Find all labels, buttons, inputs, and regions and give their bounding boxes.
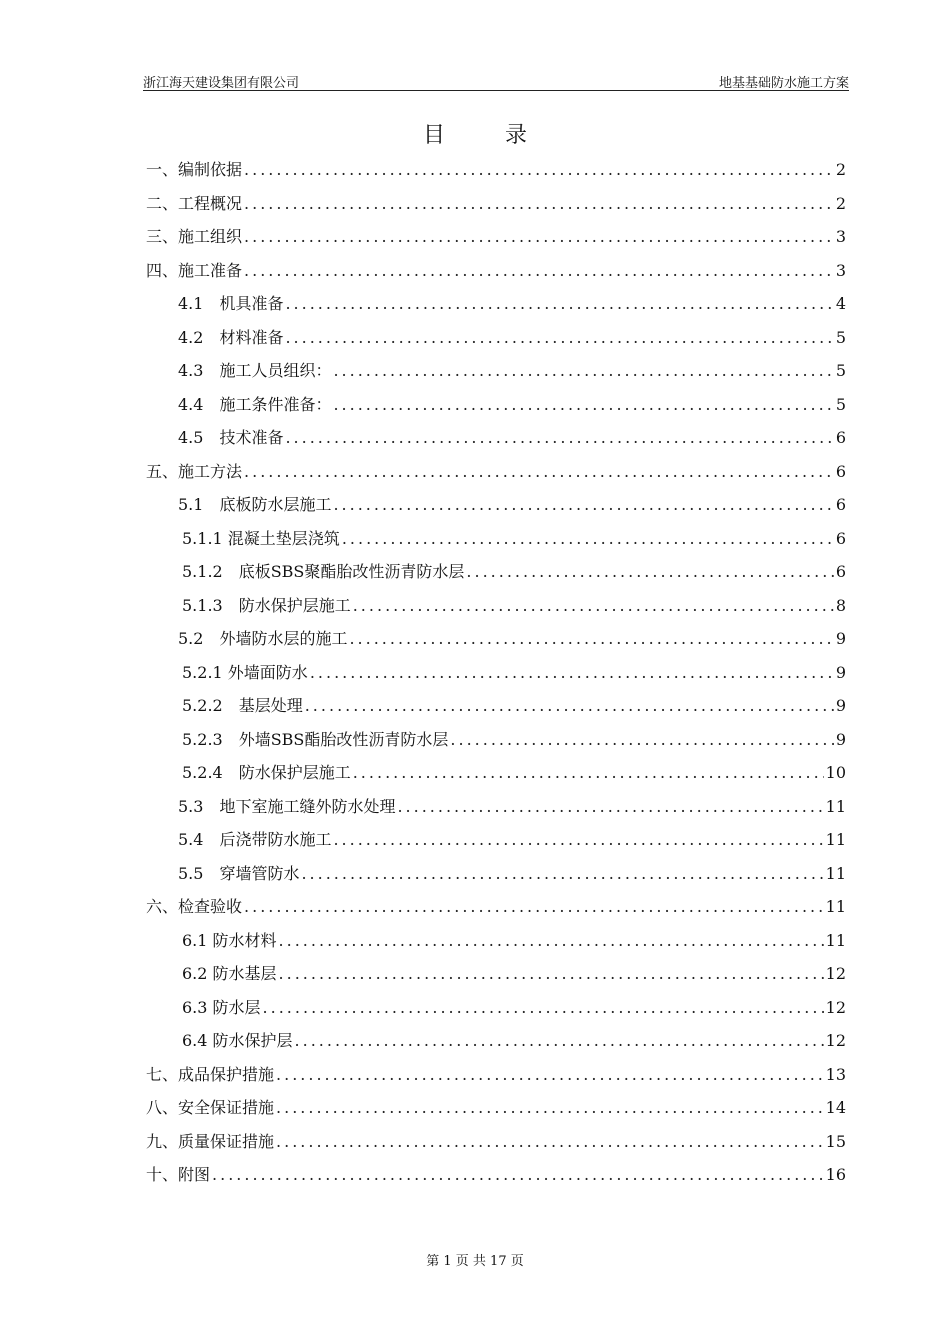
toc-entry-label: 三、施工组织: [146, 227, 243, 246]
toc-dot-leader: [276, 1065, 824, 1084]
toc-entry-page-number: 11: [825, 830, 846, 849]
toc-dot-leader: [333, 495, 833, 514]
toc-dot-leader: [450, 730, 833, 749]
toc-entry[interactable]: [146, 1162, 846, 1196]
toc-entry-page-number: 9: [835, 662, 846, 682]
toc-entry[interactable]: [146, 1062, 846, 1096]
toc-entry-page-number: 9: [835, 696, 846, 715]
toc-dot-leader: [244, 462, 834, 481]
toc-dot-leader: [301, 864, 823, 883]
toc-entry-page-number: 13: [825, 1064, 846, 1084]
toc-entry[interactable]: [146, 693, 846, 727]
toc-entry-page-number: 6: [835, 428, 846, 447]
document-title: 地基基础防水施工方案: [718, 76, 849, 91]
toc-entry-page-number: 9: [835, 729, 846, 749]
page-header: [143, 72, 849, 91]
toc-entry[interactable]: [146, 827, 846, 861]
toc-entry-page-number: 5: [835, 394, 846, 414]
toc-entry[interactable]: [146, 392, 846, 426]
toc-entry-label: 5.2.4 防水保护层施工: [182, 763, 351, 782]
toc-entry-page-number: 8: [835, 595, 846, 615]
toc-dot-leader: [397, 797, 823, 816]
toc-entry-label: 5.1.3 防水保护层施工: [182, 595, 351, 615]
toc-entry[interactable]: [146, 961, 846, 995]
page-footer: 第 1 页 共 17 页: [426, 1254, 524, 1269]
toc-dot-leader: [244, 227, 834, 246]
toc-dot-leader: [276, 1098, 824, 1117]
toc-dot-leader: [333, 830, 823, 849]
toc-entry-page-number: 11: [825, 897, 846, 916]
toc-entry-label: 6.2 防水基层: [182, 964, 277, 983]
toc-dot-leader: [285, 428, 833, 447]
toc-entry-label: 六、检查验收: [146, 897, 243, 916]
toc-dot-leader: [349, 629, 833, 648]
toc-dot-leader: [276, 1132, 824, 1151]
toc-entry-label: 5.2 外墙防水层的施工: [178, 629, 348, 648]
toc-entry[interactable]: [146, 291, 846, 325]
toc-entry-label: 5.2.3 外墙SBS酯胎改性沥青防水层: [182, 729, 449, 749]
toc-entry-label: 4.1 机具准备: [178, 294, 284, 313]
toc-entry-page-number: 11: [825, 930, 846, 950]
toc-entry[interactable]: [146, 1095, 846, 1129]
toc-entry-page-number: 9: [835, 629, 846, 648]
toc-entry-page-number: 5: [835, 361, 846, 380]
toc-entry-label: 四、施工准备: [146, 260, 243, 280]
toc-entry-page-number: 2: [835, 160, 846, 179]
toc-entry[interactable]: [146, 794, 846, 828]
toc-entry-label: 4.3 施工人员组织：: [178, 361, 332, 380]
toc-dot-leader: [295, 1031, 824, 1050]
toc-entry[interactable]: [146, 358, 846, 392]
toc-entry-label: 5.1 底板防水层施工: [178, 495, 332, 514]
toc-dot-leader: [466, 562, 833, 581]
toc-dot-leader: [279, 964, 824, 983]
toc-dot-leader: [342, 529, 834, 548]
toc-entry-label: 4.4 施工条件准备：: [178, 394, 332, 414]
toc-entry-page-number: 11: [825, 863, 846, 883]
toc-dot-leader: [353, 596, 834, 615]
toc-entry-page-number: 12: [825, 1031, 846, 1050]
toc-entry-page-number: 6: [835, 528, 846, 548]
toc-entry-label: 5.2.1 外墙面防水: [182, 662, 308, 682]
toc-entry-page-number: 12: [825, 964, 846, 983]
toc-entry[interactable]: [146, 492, 846, 526]
toc-dot-leader: [244, 160, 834, 179]
toc-entry-page-number: 12: [825, 997, 846, 1017]
toc-entry[interactable]: [146, 593, 846, 627]
toc-entry-label: 5.1.2 底板SBS聚酯胎改性沥青防水层: [182, 562, 465, 581]
toc-entry-page-number: 10: [825, 763, 846, 782]
toc-entry-label: 4.5 技术准备: [178, 428, 284, 447]
toc-entry[interactable]: [146, 760, 846, 794]
toc-entry[interactable]: [146, 191, 846, 225]
toc-entry-page-number: 6: [835, 461, 846, 481]
toc-entry-label: 七、成品保护措施: [146, 1064, 275, 1084]
toc-entry[interactable]: [146, 660, 846, 694]
toc-entry[interactable]: [146, 526, 846, 560]
toc-dot-leader: [244, 261, 834, 280]
toc-dot-leader: [244, 194, 834, 213]
toc-entry-page-number: 4: [835, 294, 846, 313]
toc-entry[interactable]: [146, 224, 846, 258]
toc-entry-label: 十、附图: [146, 1165, 211, 1184]
toc-entry[interactable]: [146, 157, 846, 191]
toc-dot-leader: [333, 395, 833, 414]
toc-entry-page-number: 16: [825, 1165, 846, 1184]
toc-entry-label: 6.4 防水保护层: [182, 1031, 293, 1050]
toc-dot-leader: [279, 931, 824, 950]
toc-entry-label: 5.1.1 混凝土垫层浇筑: [182, 528, 340, 548]
toc-entry-label: 5.5 穿墙管防水: [178, 863, 300, 883]
toc-entry-label: 八、安全保证措施: [146, 1098, 275, 1117]
toc-entry-page-number: 15: [825, 1131, 846, 1151]
toc-entry-page-number: 2: [835, 193, 846, 213]
toc-entry[interactable]: [146, 1028, 846, 1062]
toc-dot-leader: [263, 998, 824, 1017]
toc-entry-label: 一、编制依据: [146, 160, 243, 179]
toc-entry[interactable]: [146, 894, 846, 928]
toc-entry-page-number: 6: [835, 562, 846, 581]
toc-dot-leader: [244, 897, 824, 916]
toc-entry-label: 6.3 防水层: [182, 997, 261, 1017]
toc-entry-label: 5.3 地下室施工缝外防水处理: [178, 796, 396, 816]
toc-entry-page-number: 11: [825, 796, 846, 816]
toc-entry-label: 二、工程概况: [146, 193, 243, 213]
toc-entry-page-number: 3: [835, 227, 846, 246]
toc-entry[interactable]: [146, 727, 846, 761]
toc-entry[interactable]: [146, 861, 846, 895]
toc-entry-label: 4.2 材料准备: [178, 327, 284, 347]
toc-entry-page-number: 3: [835, 260, 846, 280]
toc-dot-leader: [353, 763, 824, 782]
company-name: 浙江海天建设集团有限公司: [143, 76, 300, 91]
toc-entry[interactable]: [146, 626, 846, 660]
toc-entry[interactable]: [146, 559, 846, 593]
toc-entry-page-number: 6: [835, 495, 846, 514]
toc-entry-label: 九、质量保证措施: [146, 1131, 275, 1151]
toc-title: 目录: [422, 123, 587, 148]
toc-dot-leader: [310, 663, 834, 682]
toc-dot-leader: [333, 361, 833, 380]
toc-entry[interactable]: [146, 995, 846, 1029]
toc-entry[interactable]: [146, 325, 846, 359]
toc-entry[interactable]: [146, 425, 846, 459]
toc-entry-page-number: 5: [835, 327, 846, 347]
toc-entry-label: 五、施工方法: [146, 461, 243, 481]
toc-entry-label: 6.1 防水材料: [182, 930, 277, 950]
toc-entry[interactable]: [146, 928, 846, 962]
toc-dot-leader: [212, 1165, 824, 1184]
toc-entry-page-number: 14: [825, 1098, 846, 1117]
table-of-contents: [146, 157, 846, 1196]
toc-dot-leader: [305, 696, 834, 715]
toc-entry-label: 5.4 后浇带防水施工: [178, 830, 332, 849]
toc-dot-leader: [285, 294, 833, 313]
toc-entry-label: 5.2.2 基层处理: [182, 696, 303, 715]
toc-entry[interactable]: [146, 459, 846, 493]
toc-entry[interactable]: [146, 1129, 846, 1163]
toc-dot-leader: [285, 328, 833, 347]
toc-entry[interactable]: [146, 258, 846, 292]
